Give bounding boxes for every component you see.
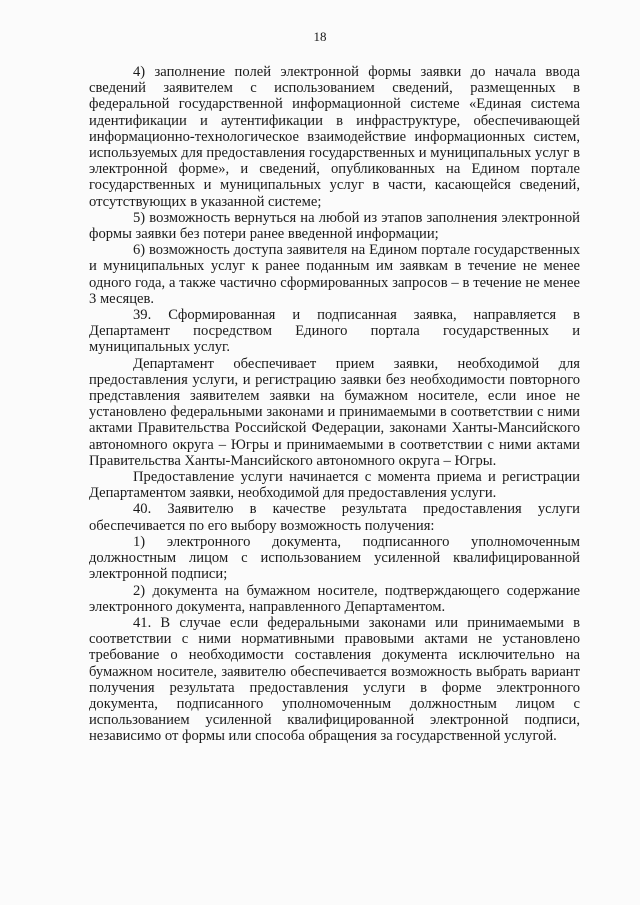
paragraph-item-4: 4) заполнение полей электронной формы заявки до начала ввода сведений заявителем с использованием сведений, размещенных в федеральной государственной информационной системе «Единая система идентификации и аутентификации в инфраструктуре, обеспечивающей информационно-технологическое взаимодействие информационных систем, используемых для предоставления государственных и муниципальных услуг в электронной форме», и сведений, опубликованных на Едином портале государственных и муниципальных услуг в части, касающейся сведений, отсутствующих в указанной системе; (89, 64, 580, 210)
paragraph-item-5: 5) возможность вернуться на любой из этапов заполнения электронной формы заявки без потери ранее введенной информации; (89, 209, 580, 243)
paragraph-40: 40. Заявителю в качестве результата предоставления услуги обеспечивается по его выбору возможность получения: (89, 501, 580, 534)
paragraph-service-start: Предоставление услуги начинается с момента приема и регистрации Департаментом заявки, необходимой для предоставления услуги. (89, 469, 580, 502)
paragraph-department-reception: Департамент обеспечивает прием заявки, необходимой для предоставления услуги, и регистрацию заявки без необходимости повторного представления заявителем заявки на бумажном носителе, если иное не установлено федеральными законами и принимаемыми в соответствии с ними актами Правительства Российской Федерации, законами Ханты-Мансийского автономного округа – Югры и принимаемыми в соответствии с ними актами Правительства Ханты-Мансийского автономного округа – Югры. (89, 355, 580, 469)
page-number: 18 (313, 29, 327, 44)
paragraph-41: 41. В случае если федеральными законами или принимаемыми в соответствии с ними нормативными правовыми актами не установлено требование о необходимости составления документа исключительно на бумажном носителе, заявителю обеспечивается возможность выбрать вариант получения результата предоставления услуги в форме электронного документа, подписанного уполномоченным должностным лицом с использованием усиленной квалифицированной электронной подписи, независимо от формы или способа обращения за государственной услугой. (89, 614, 580, 745)
document-body (89, 64, 580, 745)
paragraph-item-6: 6) возможность доступа заявителя на Едином портале государственных и муниципальных услуг к ранее поданным им заявкам в течение не менее одного года, а также частично сформированных запросов – в течение не менее 3 месяцев. (89, 242, 580, 307)
paragraph-39: 39. Сформированная и подписанная заявка, направляется в Департамент посредством Единого портала государственных и муниципальных услуг. (89, 307, 580, 356)
paragraph-40-item-2: 2) документа на бумажном носителе, подтверждающего содержание электронного документа, направленного Департаментом. (89, 582, 580, 615)
paragraph-40-item-1: 1) электронного документа, подписанного уполномоченным должностным лицом с использованием усиленной квалифицированной электронной подписи; (89, 533, 580, 583)
